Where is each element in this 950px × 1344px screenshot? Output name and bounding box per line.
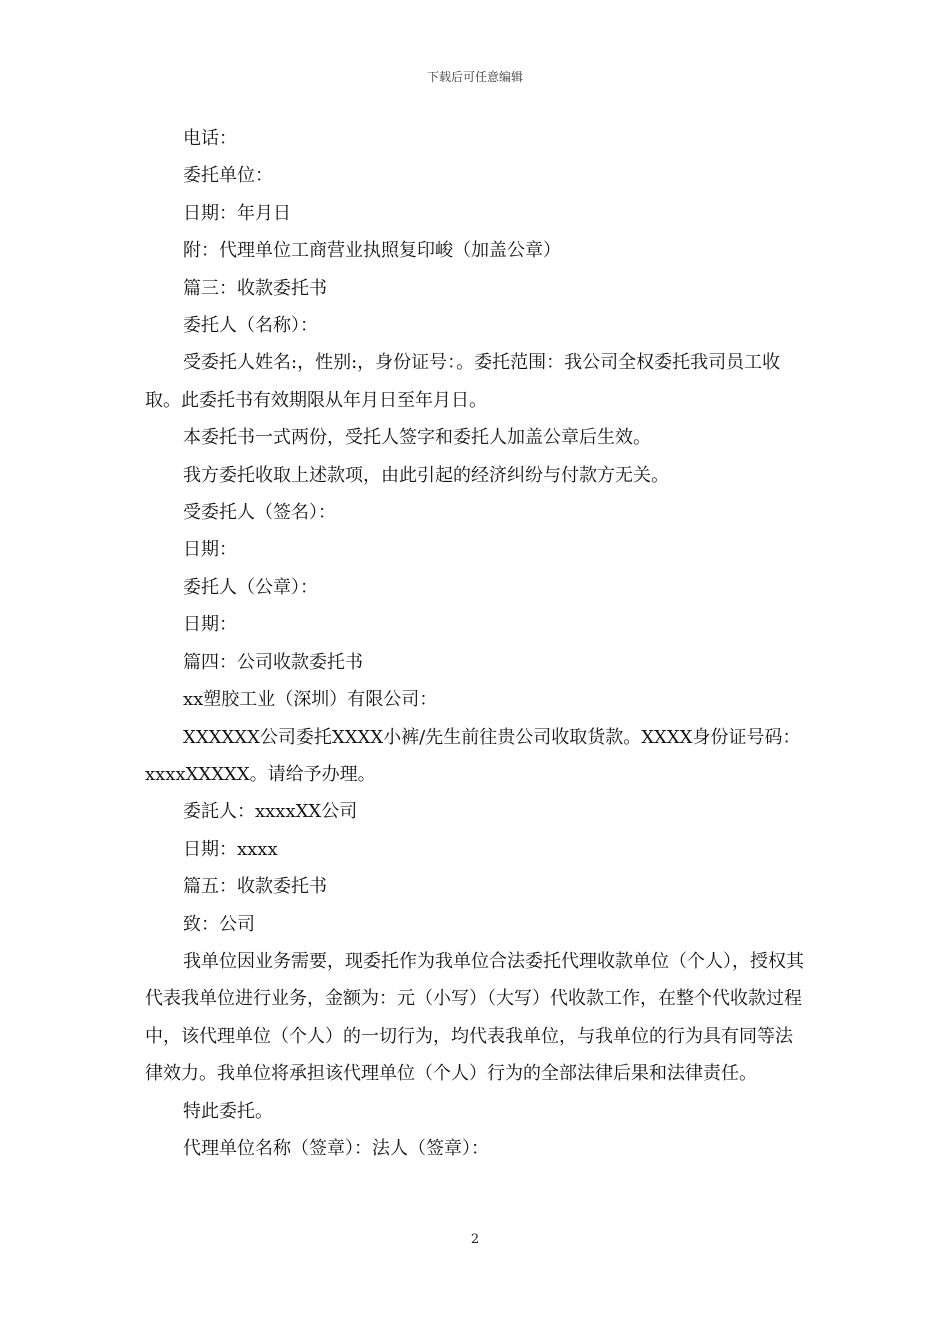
paragraph-agent-details: 受委托人姓名:，性别:，身份证号：。委托范围：我公司全权委托我司员工收取。此委托书有效期限从年月日至年月日。 [145, 352, 781, 411]
section-heading-4: 篇四：公司收款委托书 [183, 651, 363, 673]
paragraph-date: 日期： [183, 614, 237, 636]
paragraph-agent-signature: 受委托人（签名）： [183, 502, 336, 524]
paragraph-date: 日期： [183, 539, 237, 561]
paragraph-authorization: XXXXXX公司委托XXXX小裤/先生前往贵公司收取货款。XXXX身份证号码：xxxxXXXXX。请给予办理。 [145, 726, 801, 785]
paragraph-date: 日期：xxxx [183, 838, 278, 860]
paragraph-main-authorization: 我单位因业务需要，现委托作为我单位合法委托代理收款单位（个人），授权其代表我单位进行业务，金额为：元（小写）（大写）代收款工作，在整个代收款过程中，该代理单位（个人）的一切行为，均代表我单位，与我单位的行为具有同等法律效力。我单位将承担该代理单位（个人）行为的全部法律后果和法律责任。 [145, 950, 804, 1085]
paragraph-principal-name: 委托人（名称）： [183, 315, 318, 337]
paragraph-salutation: 致：公司 [183, 913, 255, 935]
paragraph-principal: 委託人：xxxxXX公司 [183, 801, 358, 823]
paragraph-principal-seal: 委托人（公章）： [183, 576, 318, 598]
paragraph-attachment: 附：代理单位工商营业执照复印峻（加盖公章） [183, 240, 561, 262]
section-heading-3: 篇三：收款委托书 [183, 277, 327, 299]
paragraph-addressee-company: xx塑胶工业（深圳）有限公司： [183, 689, 438, 711]
paragraph-phone: 电话： [183, 128, 237, 149]
paragraph-date: 日期：年月日 [183, 202, 291, 224]
paragraph-closing: 特此委托。 [183, 1100, 273, 1122]
paragraph-entrusting-unit: 委托单位： [183, 165, 273, 187]
page-number: 2 [470, 1232, 480, 1247]
paragraph-signatures: 代理单位名称（签章）：法人（签章）： [183, 1137, 489, 1159]
paragraph-copies: 本委托书一式两份，受托人签字和委托人加盖公章后生效。 [183, 427, 651, 449]
section-heading-5: 篇五：收款委托书 [183, 876, 327, 898]
document-body [145, 120, 807, 1167]
paragraph-disclaimer: 我方委托收取上述款项，由此引起的经济纠纷与付款方无关。 [183, 464, 669, 486]
page-header: 下载后可任意编辑 [426, 70, 523, 84]
